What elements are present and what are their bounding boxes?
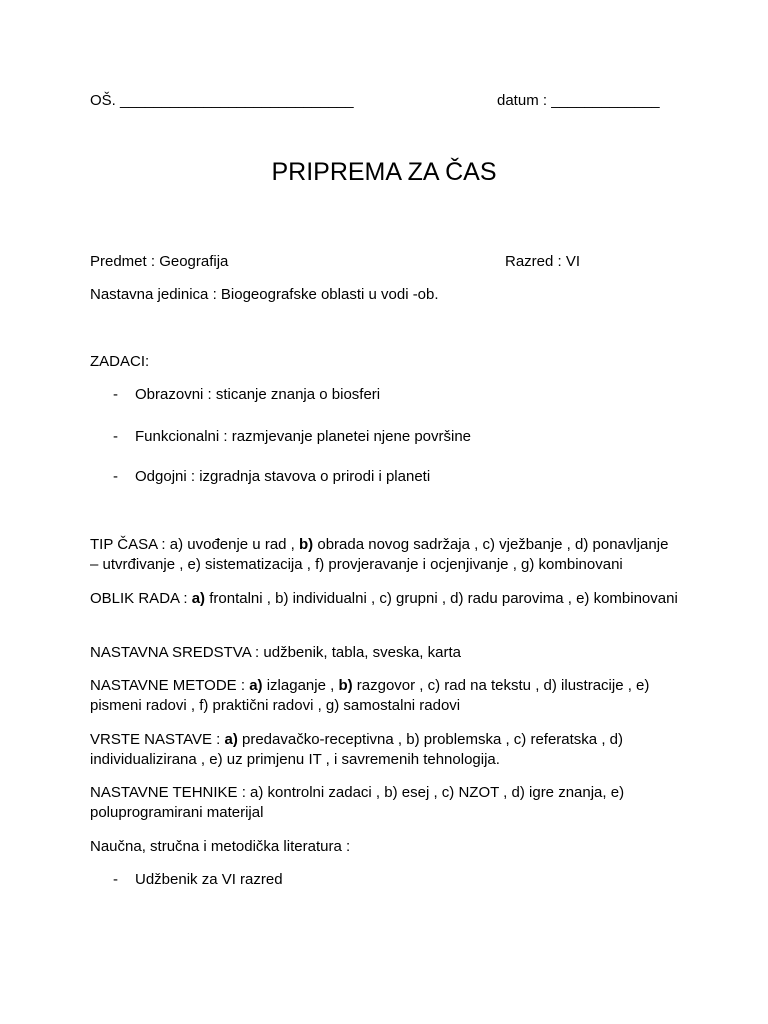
lesson-type-paragraph (90, 535, 680, 575)
literature-item: Udžbenik za VI razred (135, 871, 283, 888)
list-item: - Odgojni : izgradnja stavova o prirodi i planeti (113, 468, 431, 485)
types-label: VRSTE NASTAVE : (90, 731, 225, 748)
subject-line: Predmet : Geografija (90, 253, 229, 270)
date-field: datum : _____________ (497, 92, 660, 109)
school-field: OŠ. ____________________________ (90, 92, 354, 109)
lesson-type-text: TIP ČASA : a) uvođenje u rad , (90, 536, 300, 553)
teaching-techniques-paragraph: NASTAVNE TEHNIKE : a) kontrolni zadaci , b) esej , c) NZOT , d) igre znanja, e) poluprogramirani materijal (90, 784, 625, 821)
list-item: - Obrazovni : sticanje znanja o biosferi (113, 386, 381, 403)
literature-heading: Naučna, stručna i metodička literatura : (90, 838, 351, 855)
task-item-functional: Funkcionalni : razmjevanje planetei njene površine (135, 428, 472, 445)
work-form-text: frontalni , b) individualni , c) grupni , d) radu parovima , e) kombinovani (205, 590, 678, 607)
methods-label: NASTAVNE METODE : (90, 677, 250, 694)
methods-selected-b: b) (338, 677, 353, 694)
work-form-label: OBLIK RADA : (90, 590, 192, 607)
teaching-aids-paragraph: NASTAVNA SREDSTVA : udžbenik, tabla, sveska, karta (90, 644, 461, 661)
methods-text-a: izlaganje , (262, 677, 339, 694)
task-item-education: Obrazovni : sticanje znanja o biosferi (135, 386, 381, 403)
lesson-type-selected: b) (299, 536, 314, 553)
methods-selected-a: a) (249, 677, 263, 694)
page-title: PRIPREMA ZA ČAS (271, 158, 497, 186)
task-item-upbringing: Odgojni : izgradnja stavova o prirodi i planeti (135, 468, 431, 485)
grade-line: Razred : VI (505, 253, 581, 270)
types-selected: a) (224, 731, 238, 748)
types-text: predavačko-receptivna , b) problemska , c) referatska , d) individualizirana , e) uz primjenu IT , i savremenih tehnologija. (90, 731, 623, 768)
lesson-type-text-rest: obrada novog sadržaja , c) vježbanje , d) ponavljanje – utvrđivanje , e) sistematizacija , f) provjeravanje i ocjenjivanje , g) kombinovani (90, 536, 669, 573)
teaching-methods-paragraph (90, 676, 680, 716)
methods-text-rest: razgovor , c) rad na tekstu , d) ilustracije , e) pismeni radovi , f) praktični radovi , g) samostalni radovi (90, 677, 650, 714)
unit-line: Nastavna jedinica : Biogeografske oblasti u vodi -ob. (90, 286, 439, 303)
work-form-paragraph (90, 589, 680, 609)
list-item: - Udžbenik za VI razred (113, 871, 283, 888)
teaching-types-paragraph (90, 730, 680, 770)
tasks-heading: ZADACI: (90, 353, 150, 370)
work-form-selected: a) (191, 590, 206, 607)
list-item: - Funkcionalni : razmjevanje planetei njene površine (113, 428, 472, 445)
